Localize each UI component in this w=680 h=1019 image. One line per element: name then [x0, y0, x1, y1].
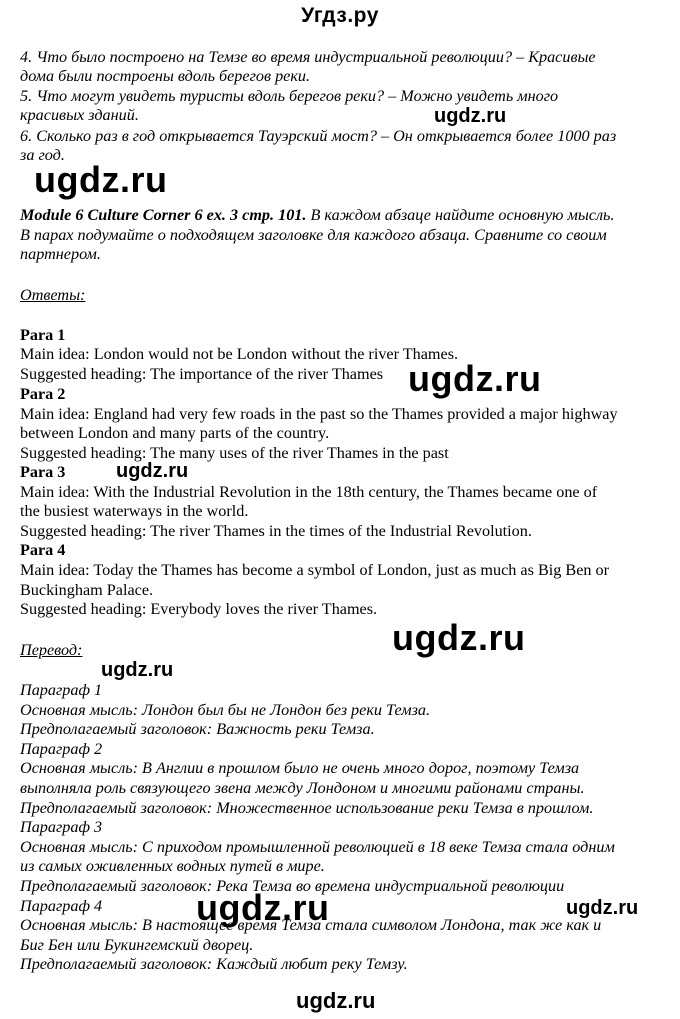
- site-title: Угдз.ру: [301, 4, 379, 27]
- translation-para-3-main-idea-2: из самых оживленных водных путей в мире.: [20, 857, 325, 875]
- watermark-footer: ugdz.ru: [296, 988, 376, 1013]
- task-instruction: В каждом абзаце найдите основную мысль.: [306, 206, 615, 224]
- translation-para-4-main-idea-2: Биг Бен или Букингемский дворец.: [20, 936, 254, 954]
- para-2-main-idea-2: between London and many parts of the country.: [20, 424, 330, 442]
- para-4-main-idea-1: Main idea: Today the Thames has become a symbol of London, just as much as Big Ben or: [20, 561, 610, 579]
- intro-line-1: 4. Что было построено на Темзе во время индустриальной революции? – Красивые: [20, 48, 596, 66]
- para-3-main-idea-1: Main idea: With the Industrial Revolution in the 18th century, the Thames became one of: [20, 483, 598, 501]
- translation-para-3-main-idea-1: Основная мысль: С приходом промышленной революцией в 18 веке Темза стала одним: [20, 838, 615, 856]
- answers-heading: Ответы:: [20, 286, 86, 304]
- translation-para-2-main-idea-2: выполняла роль связующего звена между Лондоном и многими районами страны.: [20, 779, 585, 797]
- watermark-small-2: ugdz.ru: [116, 460, 189, 482]
- translation-para-2-heading: Предполагаемый заголовок: Множественное использование реки Темза в прошлом.: [20, 799, 594, 817]
- task-line-3: партнером.: [20, 245, 101, 263]
- module-reference: Module 6 Culture Corner 6 ex. 3 стр. 101.: [20, 206, 307, 224]
- para-1-main-idea: Main idea: London would not be London without the river Thames.: [20, 345, 459, 363]
- para-4-main-idea-2: Buckingham Palace.: [20, 581, 154, 599]
- translation-para-2-title: Параграф 2: [20, 740, 103, 758]
- para-2-title: Para 2: [20, 385, 66, 403]
- intro-line-5: 6. Сколько раз в год открывается Тауэрский мост? – Он открывается более 1000 раз: [20, 127, 617, 145]
- translation-para-3-title: Параграф 3: [20, 818, 103, 836]
- translation-para-4-main-idea-1: Основная мысль: В настоящее время Темза стала символом Лондона, так же как и: [20, 916, 602, 934]
- para-3-title: Para 3: [20, 463, 66, 481]
- watermark-small-3: ugdz.ru: [101, 659, 174, 681]
- task-line-1: [20, 206, 614, 225]
- watermark-small-1: ugdz.ru: [434, 105, 507, 127]
- translation-para-1-main-idea: Основная мысль: Лондон был бы не Лондон без реки Темза.: [20, 701, 431, 719]
- translation-para-3-heading: Предполагаемый заголовок: Река Темза во времена индустриальной революции: [20, 877, 565, 895]
- para-3-main-idea-2: the busiest waterways in the world.: [20, 502, 249, 520]
- watermark-small-4: ugdz.ru: [566, 897, 639, 919]
- para-2-main-idea-1: Main idea: England had very few roads in the past so the Thames provided a major highway: [20, 405, 618, 423]
- para-4-title: Para 4: [20, 541, 66, 559]
- translation-para-2-main-idea-1: Основная мысль: В Англии в прошлом было не очень много дорог, поэтому Темза: [20, 759, 580, 777]
- translation-para-4-heading: Предполагаемый заголовок: Каждый любит реку Темзу.: [20, 955, 408, 973]
- translation-para-1-heading: Предполагаемый заголовок: Важность реки Темза.: [20, 720, 375, 738]
- watermark-large-1: ugdz.ru: [34, 159, 168, 200]
- intro-line-6: за год.: [20, 146, 65, 164]
- watermark-large-4: ugdz.ru: [196, 887, 330, 928]
- para-1-heading: Suggested heading: The importance of the river Thames: [20, 365, 384, 383]
- intro-line-3: 5. Что могут увидеть туристы вдоль берегов реки? – Можно увидеть много: [20, 87, 559, 105]
- translation-para-4-title: Параграф 4: [20, 897, 103, 915]
- para-3-heading: Suggested heading: The river Thames in the times of the Industrial Revolution.: [20, 522, 532, 540]
- translation-para-1-title: Параграф 1: [20, 681, 103, 699]
- watermark-large-2: ugdz.ru: [408, 358, 542, 399]
- para-1-title: Para 1: [20, 326, 66, 344]
- intro-line-2: дома были построены вдоль берегов реки.: [20, 67, 311, 85]
- task-line-2: В парах подумайте о подходящем заголовке для каждого абзаца. Сравните со своим: [20, 226, 607, 244]
- para-2-heading: Suggested heading: The many uses of the river Thames in the past: [20, 444, 449, 462]
- para-4-heading: Suggested heading: Everybody loves the river Thames.: [20, 600, 378, 618]
- intro-line-4: красивых зданий.: [20, 106, 139, 124]
- watermark-large-3: ugdz.ru: [392, 617, 526, 658]
- translation-heading: Перевод:: [20, 641, 83, 659]
